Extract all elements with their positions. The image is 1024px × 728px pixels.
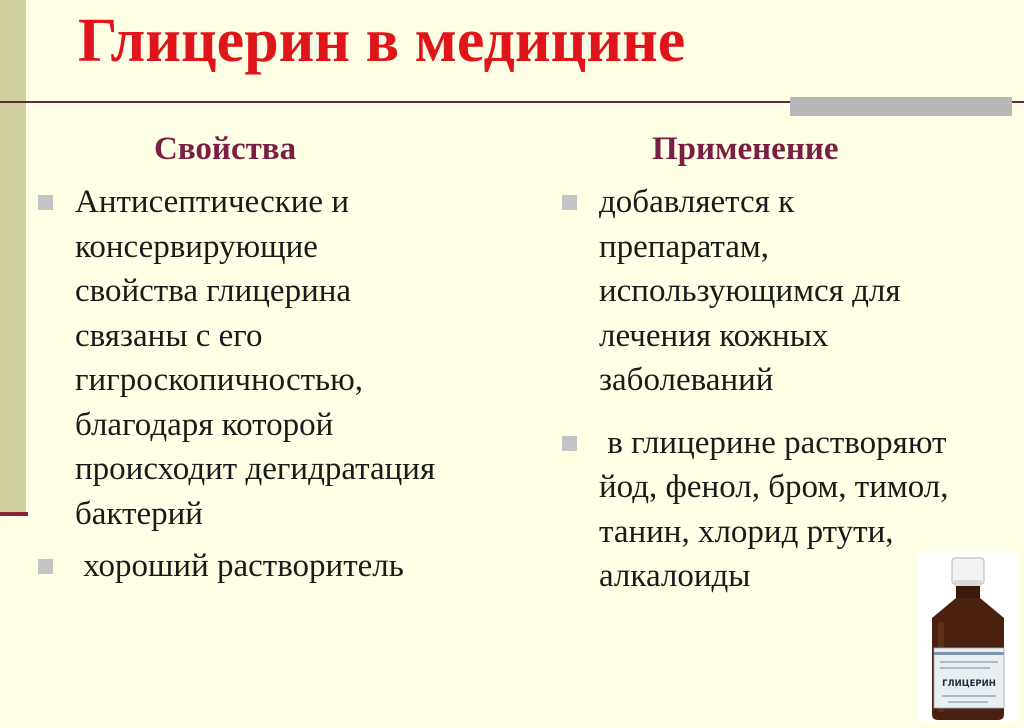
left-band-accent — [0, 512, 28, 516]
list-item-line: алкалоиды — [599, 558, 751, 594]
bottle-label-text: ГЛИЦЕРИН — [942, 679, 996, 689]
properties-heading: Свойства — [154, 131, 297, 167]
square-bullet-icon — [38, 559, 53, 574]
list-item-line: консервирующие — [75, 228, 318, 265]
list-item-line: благодаря которой — [75, 406, 334, 443]
list-item-line: бактерий — [75, 495, 203, 532]
list-item-line: добавляется к — [599, 184, 795, 220]
list-item-line: танин, хлорид ртути, — [599, 513, 894, 550]
list-item-line: заболеваний — [599, 362, 774, 398]
list-item-line: свойства глицерина — [75, 273, 352, 309]
divider-accent-block — [790, 97, 1012, 116]
application-list — [562, 180, 1007, 599]
list-item — [38, 544, 518, 589]
list-item-line: использующимся для — [599, 273, 901, 309]
list-item-line: происходит дегидратация — [75, 451, 436, 487]
list-item — [562, 180, 1007, 403]
list-item-line: йод, фенол, бром, тимол, — [599, 469, 949, 505]
left-decorative-band — [0, 0, 26, 512]
square-bullet-icon — [562, 195, 577, 210]
slide-title: Глицерин в медицине — [78, 7, 686, 75]
properties-list — [38, 180, 518, 589]
list-item-line: гигроскопичностью, — [75, 362, 363, 398]
list-item-line: хороший растворитель — [75, 548, 404, 584]
list-item-line: связаны с его — [75, 317, 263, 354]
list-item-line: препаратам, — [599, 228, 770, 265]
list-item — [38, 180, 518, 536]
square-bullet-icon — [38, 195, 53, 210]
square-bullet-icon — [562, 436, 577, 451]
application-heading: Применение — [652, 131, 839, 167]
medicine-bottle-icon — [918, 552, 1018, 722]
list-item-line: в глицерине растворяют — [599, 424, 947, 461]
list-item-line: лечения кожных — [599, 317, 829, 354]
list-item-line: Антисептические и — [75, 184, 349, 220]
